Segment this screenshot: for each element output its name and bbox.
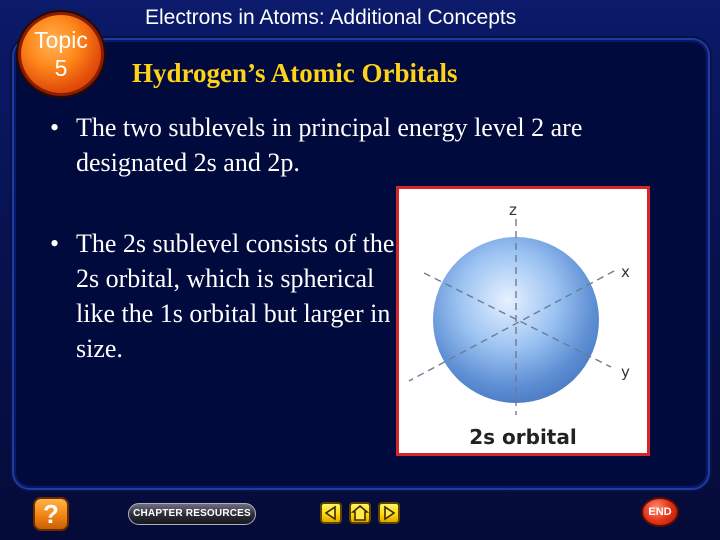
end-button[interactable]: END (641, 497, 679, 527)
figure-caption: 2s orbital (469, 425, 577, 449)
orbital-figure (396, 186, 650, 456)
bullet-symbol: • (50, 229, 60, 258)
orbital-diagram (399, 189, 647, 453)
topic-number: 5 (54, 55, 68, 81)
bullet-text: The 2s sublevel consists of the 2s orbital, which is spherical like the 1s orbital but larger in size. (76, 229, 395, 363)
back-icon (322, 504, 340, 522)
home-button[interactable] (349, 502, 371, 524)
back-button[interactable] (320, 502, 342, 524)
x-axis-label: x (621, 263, 630, 281)
z-axis-label: z (509, 201, 517, 219)
slide-title: Hydrogen’s Atomic Orbitals (132, 58, 458, 88)
bullet-item (50, 226, 416, 366)
topic-badge (18, 12, 104, 96)
bullet-item (50, 110, 676, 180)
help-button[interactable]: ? (33, 497, 69, 531)
bullet-list (50, 110, 670, 180)
bullet-text: The two sublevels in principal energy level 2 are designated 2s and 2p. (76, 113, 583, 177)
forward-button[interactable] (378, 502, 400, 524)
section-title: Electrons in Atoms: Additional Concepts (145, 6, 517, 29)
bullet-symbol: • (50, 113, 60, 142)
forward-icon (380, 504, 398, 522)
chapter-resources-button[interactable]: CHAPTER RESOURCES (128, 503, 256, 525)
topic-label: Topic (34, 27, 88, 53)
home-icon (351, 504, 369, 522)
y-axis-label: y (621, 363, 630, 381)
